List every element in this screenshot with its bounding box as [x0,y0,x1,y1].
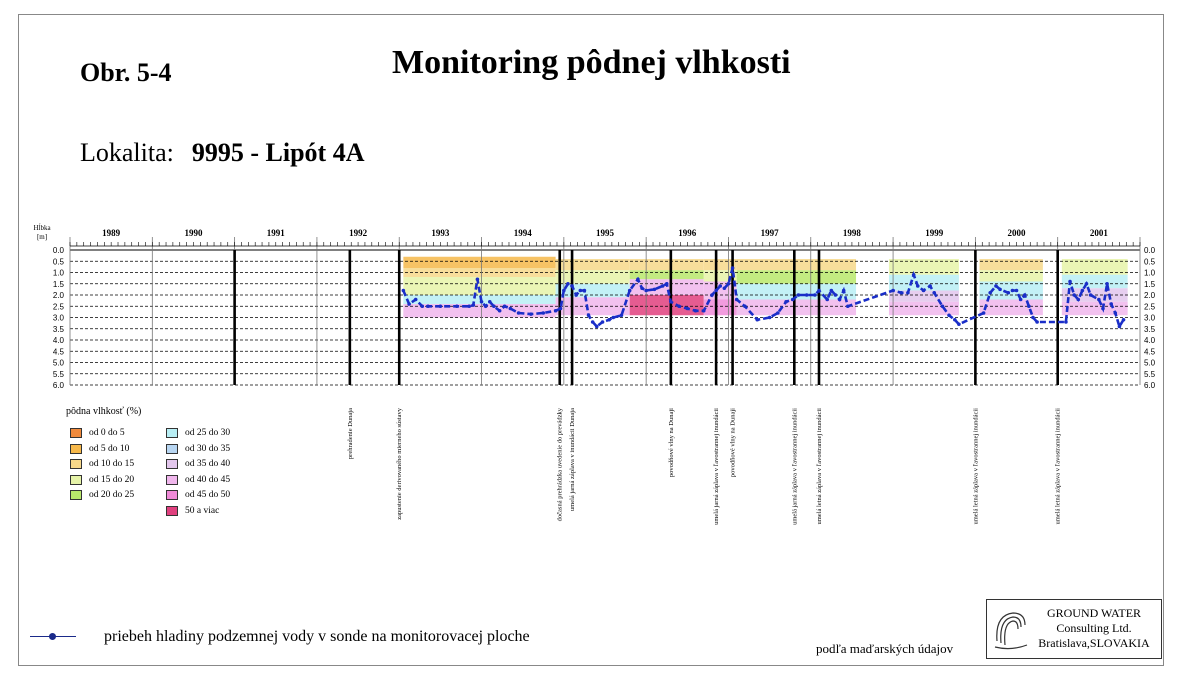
y-tick-right: 1.5 [1144,279,1156,289]
event-label: prehradenie Dunaja [346,408,354,460]
page-title: Monitoring pôdnej vlhkosti [392,44,791,81]
y-tick-right: 4.0 [1144,336,1156,345]
groundwater-point [702,309,706,313]
y-tick-left: 4.5 [52,347,64,357]
groundwater-point [922,289,926,293]
moisture-band [737,300,856,316]
groundwater-point [825,298,829,302]
legend-item [166,506,219,516]
groundwater-point [1035,320,1039,324]
groundwater-point [1007,291,1011,295]
moisture-band [980,300,1043,316]
legend-item [70,490,134,500]
source-note: podľa maďarských údajov [816,641,954,656]
groundwater-point [611,316,615,320]
legend-label: od 40 do 45 [185,474,231,485]
groundwater-point [1089,293,1093,297]
logo-line-3: Bratislava,SLOVAKIA [1038,636,1150,650]
groundwater-point [941,304,945,308]
moisture-band [889,302,959,316]
groundwater-point [743,304,747,308]
groundwater-point [644,289,648,293]
legend-item [166,444,230,454]
legend-label: od 30 do 35 [185,443,231,454]
groundwater-point [947,313,951,317]
groundwater-point [439,304,443,308]
groundwater-point [414,298,418,302]
company-logo [986,599,1162,659]
groundwater-point [595,325,599,329]
groundwater-point [677,304,681,308]
groundwater-point [1064,320,1068,324]
groundwater-point [817,289,821,293]
groundwater-point [1122,318,1126,322]
y-tick-right: 5.0 [1144,358,1156,368]
groundwater-point [906,291,910,295]
groundwater-point [480,300,484,304]
logo-line-1: GROUND WATER [1046,606,1142,620]
legend-label: od 35 do 40 [185,459,231,470]
y-tick-right: 1.0 [1144,268,1156,278]
groundwater-point [998,288,1002,292]
groundwater-point [1085,282,1089,286]
year-label: 1995 [596,228,614,238]
y-tick-right: 4.5 [1144,347,1156,357]
groundwater-point [517,311,521,315]
groundwater-point [426,304,430,308]
groundwater-point [776,311,780,315]
groundwater-point [846,304,850,308]
event-label: umelá jarná záplava v ľavostrannej inundácii [791,408,799,525]
event-label: umelá jarná záplava v ľavostrannej inundácii [713,408,721,525]
groundwater-point [830,289,834,293]
groundwater-point [559,307,563,311]
year-label: 1993 [431,228,450,238]
legend-item [70,444,129,454]
groundwater-point [727,282,731,286]
legend-title: pôdna vlhkosť (%) [66,406,142,417]
legend-swatch [166,428,178,438]
legend-item [166,428,230,438]
y-tick-left: 3.0 [52,313,64,323]
year-label: 1997 [760,228,779,238]
event-label: povodňové vlny na Dunaji [729,408,737,478]
groundwater-point [636,277,640,281]
figure-label: Obr. 5-4 [80,58,172,87]
legend-item [70,475,134,485]
groundwater-point [838,298,842,302]
groundwater-point [1105,282,1109,286]
groundwater-point [583,289,587,293]
year-label: 1989 [102,228,121,238]
legend-label: od 25 do 30 [185,428,231,439]
groundwater-point [686,307,690,311]
groundwater-point [694,309,698,313]
y-tick-left: 4.0 [52,336,64,345]
groundwater-point [407,302,411,306]
groundwater-point [574,293,578,297]
moisture-band [630,270,704,279]
groundwater-point [710,293,714,297]
moisture-band [980,259,1043,270]
moisture-band [889,275,959,291]
groundwater-legend-label: priebeh hladiny podzemnej vody v sonde na monitorovacej ploche [104,628,530,645]
y-axis-unit: [m] [36,233,48,241]
groundwater-point [916,284,920,288]
y-tick-left: 3.5 [52,324,64,334]
groundwater-point [628,289,632,293]
legend-swatch [166,459,178,469]
groundwater-point [570,284,574,288]
groundwater-point [982,311,986,315]
event-label: umelá letná záplava v ľavostrannej inundácii [816,408,823,525]
groundwater-point [665,282,669,286]
y-tick-right: 2.5 [1144,302,1156,312]
y-tick-left: 5.0 [52,358,64,368]
groundwater-point [953,318,957,322]
groundwater-point [1015,289,1019,293]
groundwater-point [994,284,998,288]
groundwater-point [1081,289,1085,293]
groundwater-point [791,298,795,302]
logo-line-2: Consulting Ltd. [1056,621,1132,635]
event-label: povodňové vlny na Dunaji [667,408,675,478]
groundwater-point [891,289,895,293]
groundwater-legend [30,628,530,646]
legend-swatch [70,459,82,469]
year-label: 1990 [184,228,203,238]
legend-label: od 10 do 15 [89,459,135,470]
event-label: umelá letná záplava v ľavostrannej inundácii [972,408,980,525]
groundwater-point [484,304,488,308]
y-tick-left: 0.5 [52,257,64,267]
year-label: 2000 [1007,228,1026,238]
y-tick-left: 2.5 [52,302,64,312]
legend-swatch [166,490,178,500]
locality-label: Lokalita: [80,138,174,167]
moisture-band [889,259,959,275]
groundwater-point [529,312,533,316]
legend-swatch [166,444,178,454]
groundwater-point [1101,307,1105,311]
groundwater-point [1114,311,1118,315]
groundwater-point [476,277,480,281]
legend-label: od 45 do 50 [185,490,231,501]
groundwater-point [900,291,904,295]
groundwater-point [768,316,772,320]
event-label: zapustenie derivovaného mierneho sústavy [396,408,404,520]
legend-swatch [166,475,178,485]
y-tick-left: 1.5 [52,279,64,289]
groundwater-point [813,293,817,297]
event-label: umelá letná záplava v ľavostrannej inundácii [1054,408,1062,525]
groundwater-point [1031,316,1035,320]
groundwater-point [1019,298,1023,302]
year-label: 1992 [349,228,368,238]
groundwater-point [562,289,566,293]
legend-swatch [166,506,178,516]
groundwater-point [607,318,611,322]
year-label: 1998 [842,228,861,238]
y-tick-right: 2.0 [1144,291,1156,300]
legend-swatch [70,428,82,438]
y-tick-left: 6.0 [52,381,64,390]
y-tick-right: 6.0 [1144,381,1156,390]
legend-swatch [70,475,82,485]
groundwater-point [1097,298,1101,302]
year-label: 2001 [1089,228,1108,238]
groundwater-point [653,288,657,292]
locality-value: 9995 - Lipót 4A [191,138,365,167]
groundwater-point [805,293,809,297]
moisture-band [403,257,555,268]
y-tick-right: 5.5 [1144,369,1156,379]
legend-swatch [70,490,82,500]
groundwater-point [498,309,502,313]
groundwater-point [579,289,583,293]
event-label: dočasná prehrádzka uvedenie do prevádzky [556,408,564,522]
legend-item [166,459,230,469]
groundwater-point [640,286,644,290]
y-tick-left: 5.5 [52,369,64,379]
groundwater-point [467,304,471,308]
groundwater-point [455,304,459,308]
event-label: umelá jarná záplava v inundácii Dunaja [569,408,577,512]
groundwater-point [503,304,507,308]
moisture-band [1062,302,1128,316]
groundwater-line-swatch [30,631,76,643]
groundwater-point [420,304,424,308]
legend-label: od 15 do 20 [89,474,135,485]
legend-item [70,459,134,469]
y-tick-left: 1.0 [52,268,64,278]
moisture-band [630,259,704,270]
year-label: 1991 [266,228,285,238]
y-tick-left: 0.0 [52,246,64,255]
groundwater-point [735,298,739,302]
moisture-band [556,259,630,270]
y-tick-right: 0.5 [1144,257,1156,267]
moisture-band [980,270,1043,281]
legend-label: od 5 do 10 [89,443,130,454]
groundwater-point [566,282,570,286]
groundwater-point [932,291,936,295]
groundwater-point [928,284,932,288]
groundwater-point [587,313,591,317]
groundwater-point [842,289,846,293]
groundwater-point [620,313,624,317]
year-label: 1999 [925,228,944,238]
groundwater-point [1076,298,1080,302]
groundwater-point [988,291,992,295]
groundwater-point [714,289,718,293]
year-label: 1994 [513,228,532,238]
year-label: 1996 [678,228,697,238]
groundwater-point [957,322,961,326]
groundwater-point [492,304,496,308]
legend-item [70,428,125,438]
groundwater-point [834,293,838,297]
y-tick-right: 3.0 [1144,313,1156,323]
groundwater-point [661,284,665,288]
groundwater-point [755,318,759,322]
legend-label: od 20 do 25 [89,490,135,501]
groundwater-point [472,303,476,307]
groundwater-point [509,307,513,311]
groundwater-point [1118,325,1122,329]
groundwater-point [912,273,916,277]
groundwater-point [1011,289,1015,293]
legend-item [166,475,230,485]
moisture-band [737,259,856,270]
y-tick-right: 0.0 [1144,246,1156,255]
groundwater-point [402,289,406,293]
groundwater-point [669,300,673,304]
gwc-logo-icon [991,605,1031,655]
y-tick-left: 2.0 [52,291,64,300]
groundwater-point [797,293,801,297]
groundwater-point [554,309,558,313]
groundwater-point [731,266,735,270]
moisture-band [630,295,704,315]
groundwater-point [591,320,595,324]
groundwater-point [718,284,722,288]
groundwater-point [1027,304,1031,308]
groundwater-point [541,311,545,315]
groundwater-point [1109,302,1113,306]
groundwater-point [1072,293,1076,297]
legend-item [166,490,230,500]
groundwater-point [1023,293,1027,297]
groundwater-point [601,320,605,324]
legend-swatch [70,444,82,454]
y-tick-right: 3.5 [1144,324,1156,334]
legend-label: od 0 do 5 [89,428,125,439]
groundwater-point [1068,280,1072,284]
groundwater-point [784,300,788,304]
groundwater-point [723,286,727,290]
groundwater-point [488,300,492,304]
legend-label: 50 a viac [185,505,220,516]
y-axis-label: Hĺbka [33,224,51,232]
